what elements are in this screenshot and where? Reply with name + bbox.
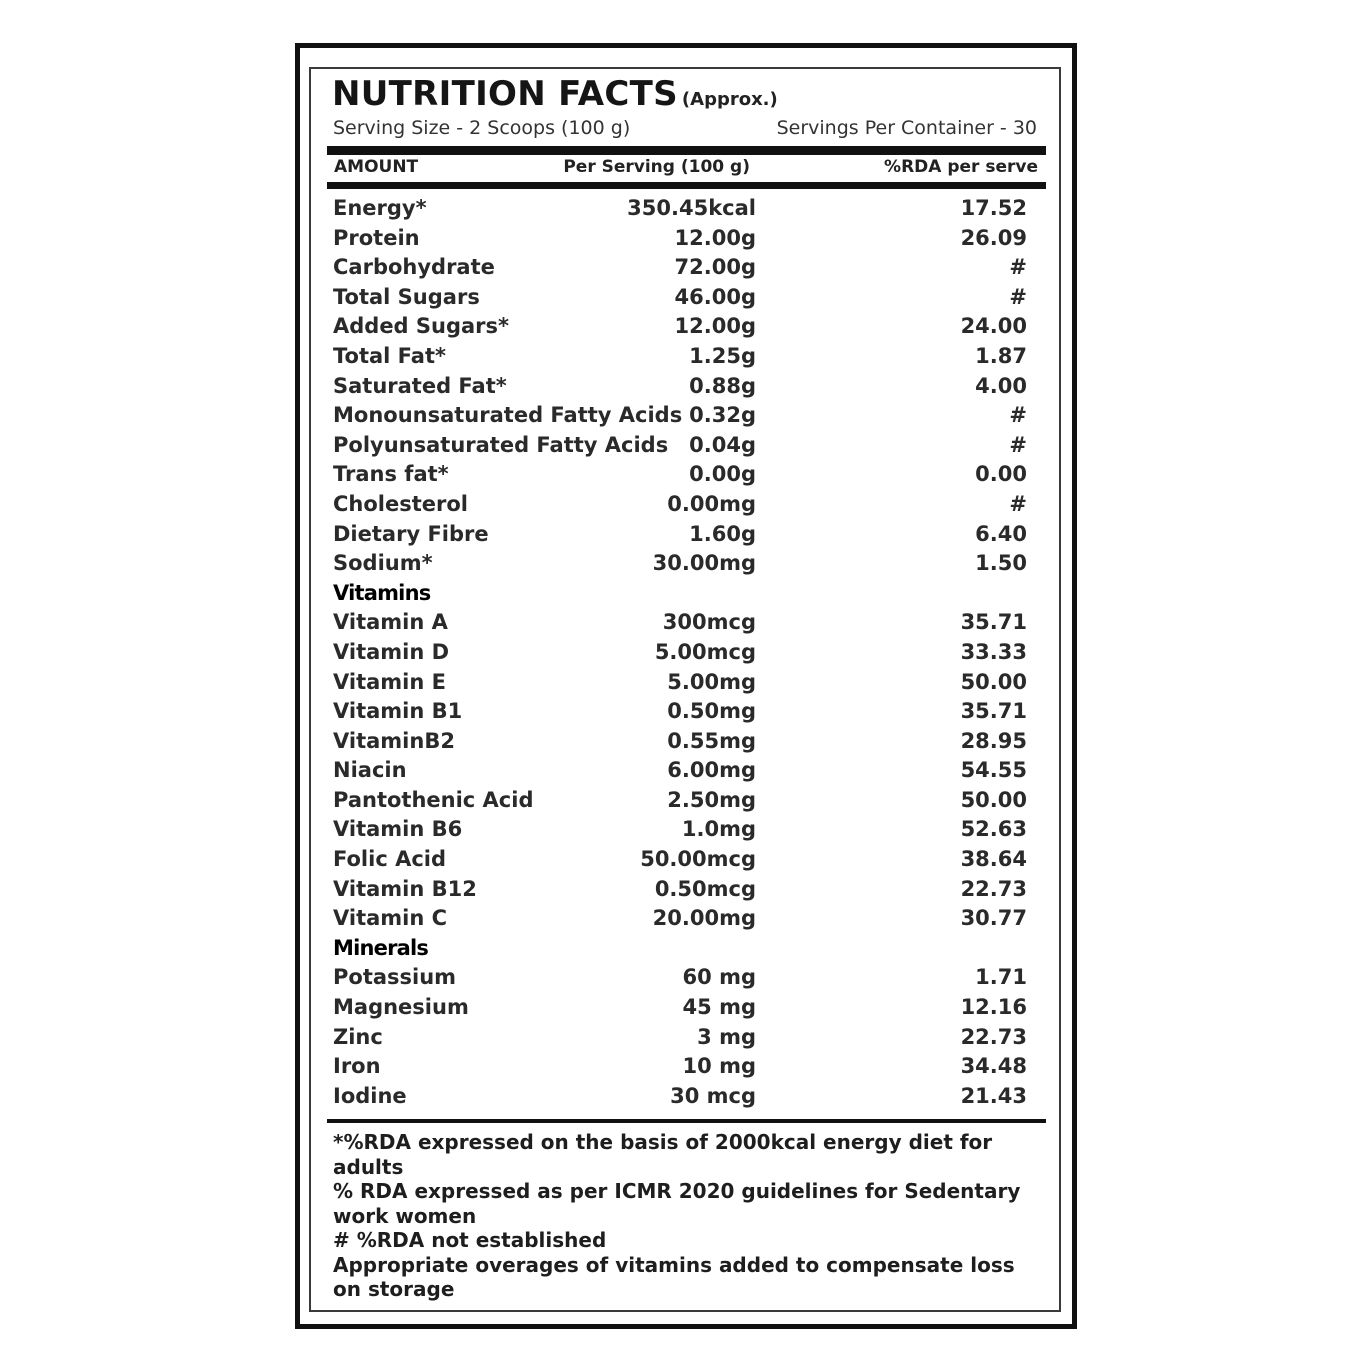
nutrient-amount: 12.00g — [674, 314, 756, 339]
nutrient-rda: 24.00 — [960, 314, 1027, 339]
nutrient-rda: # — [1009, 491, 1027, 516]
nutrient-name: Vitamin B6 — [333, 817, 463, 842]
divider-top — [327, 146, 1046, 155]
nutrient-name: Cholesterol — [333, 491, 468, 516]
nutrient-rda: 1.87 — [975, 343, 1027, 368]
nutrient-name: Polyunsaturated Fatty Acids — [333, 432, 669, 457]
nutrient-name: Protein — [333, 225, 420, 250]
nutrient-name: Trans fat* — [333, 462, 449, 487]
nutrient-amount: 10 mg — [682, 1054, 756, 1079]
nutrient-amount: 30.00mg — [652, 551, 756, 576]
nutrient-amount: 30 mcg — [670, 1083, 756, 1108]
nutrient-amount: 1.0mg — [681, 817, 756, 842]
nutrient-row — [333, 610, 1027, 640]
nutrient-rda: 28.95 — [960, 728, 1027, 753]
nutrient-amount: 0.88g — [689, 373, 756, 398]
footnotes — [333, 1130, 1033, 1302]
nutrient-rda: 50.00 — [960, 669, 1027, 694]
nutrient-rda: 38.64 — [960, 847, 1027, 872]
nutrient-rda: # — [1009, 432, 1027, 457]
nutrient-amount: 1.60g — [689, 521, 756, 546]
nutrient-row — [333, 551, 1027, 581]
nutrient-row — [333, 729, 1027, 759]
nutrient-rda: 34.48 — [960, 1054, 1027, 1079]
nutrient-name: Total Sugars — [333, 284, 480, 309]
nutrient-table — [333, 196, 1027, 1113]
nutrient-row — [333, 196, 1027, 226]
nutrient-rda: 6.40 — [975, 521, 1027, 546]
nutrient-rda: 22.73 — [960, 1024, 1027, 1049]
nutrient-amount: 5.00mcg — [654, 639, 756, 664]
nutrient-row — [333, 847, 1027, 877]
footnote-not-established: # %RDA not established — [333, 1228, 607, 1252]
nutrient-rda: # — [1009, 403, 1027, 428]
nutrient-name: Vitamin C — [333, 906, 448, 931]
nutrient-row — [333, 433, 1027, 463]
nutrient-name: Energy* — [333, 196, 427, 220]
footnote-icmr: % RDA expressed as per ICMR 2020 guidelines for Sedentary work women — [333, 1179, 1021, 1228]
nutrient-row — [333, 995, 1027, 1025]
nutrient-amount: 6.00mg — [667, 758, 756, 783]
nutrient-row — [333, 226, 1027, 256]
nutrient-amount: 0.04g — [689, 432, 756, 457]
nutrient-name: Zinc — [333, 1024, 383, 1049]
nutrient-row — [333, 374, 1027, 404]
column-header-rda: %RDA per serve — [884, 157, 1038, 177]
nutrient-amount: 0.32g — [689, 403, 756, 428]
divider-header — [327, 182, 1046, 189]
nutrient-amount: 0.50mcg — [654, 876, 756, 901]
nutrient-row — [333, 1025, 1027, 1055]
nutrient-rda: 0.00 — [975, 462, 1027, 487]
nutrient-amount: 50.00mcg — [640, 847, 756, 872]
nutrient-row — [333, 462, 1027, 492]
nutrient-rda: 1.50 — [975, 551, 1027, 576]
nutrient-name: Saturated Fat* — [333, 373, 507, 398]
nutrient-amount: 3 mg — [697, 1024, 756, 1049]
nutrient-row — [333, 314, 1027, 344]
nutrient-row — [333, 1084, 1027, 1114]
nutrient-amount: 20.00mg — [652, 906, 756, 931]
nutrient-row — [333, 788, 1027, 818]
nutrient-name: Monounsaturated Fatty Acids — [333, 403, 683, 428]
nutrient-name: Potassium — [333, 965, 457, 990]
nutrient-row — [333, 670, 1027, 700]
nutrient-amount: 45 mg — [682, 995, 756, 1020]
nutrient-row — [333, 522, 1027, 552]
nutrient-rda: 30.77 — [960, 906, 1027, 931]
nutrient-rda: 26.09 — [960, 225, 1027, 250]
nutrient-rda: # — [1009, 284, 1027, 309]
nutrient-amount: 2.50mg — [667, 787, 756, 812]
nutrient-amount: 350.45kcal — [627, 196, 756, 220]
nutrient-row — [333, 285, 1027, 315]
nutrient-rda: 1.71 — [975, 965, 1027, 990]
nutrient-name: VitaminB2 — [333, 728, 455, 753]
nutrient-name: Carbohydrate — [333, 255, 495, 280]
nutrient-row — [333, 492, 1027, 522]
nutrient-name: Niacin — [333, 758, 407, 783]
nutrient-row — [333, 344, 1027, 374]
vitamin-group — [333, 610, 1027, 936]
nutrient-amount: 72.00g — [674, 255, 756, 280]
nutrient-amount: 0.00g — [689, 462, 756, 487]
footnote-overages: Appropriate overages of vitamins added to compensate loss on storage — [333, 1252, 1015, 1301]
nutrient-row — [333, 758, 1027, 788]
nutrition-title — [332, 74, 778, 114]
nutrient-row — [333, 906, 1027, 936]
nutrient-row — [333, 699, 1027, 729]
nutrient-rda: 35.71 — [960, 610, 1027, 635]
nutrient-rda: # — [1009, 255, 1027, 280]
nutrient-group — [333, 196, 1027, 581]
nutrient-amount: 46.00g — [674, 284, 756, 309]
nutrient-amount: 300mcg — [662, 610, 756, 635]
nutrient-amount: 0.00mg — [667, 491, 756, 516]
nutrient-name: Total Fat* — [333, 343, 446, 368]
nutrient-rda: 12.16 — [960, 995, 1027, 1020]
servings-per-container: Servings Per Container - 30 — [776, 117, 1037, 139]
nutrient-amount: 1.25g — [689, 343, 756, 368]
serving-size: Serving Size - 2 Scoops (100 g) — [333, 117, 631, 139]
minerals-heading: Minerals — [333, 935, 429, 960]
nutrient-rda: 21.43 — [960, 1083, 1027, 1108]
nutrient-name: Folic Acid — [333, 847, 447, 872]
nutrient-rda: 17.52 — [960, 196, 1027, 220]
nutrient-name: Sodium* — [333, 551, 433, 576]
mineral-group — [333, 965, 1027, 1113]
title-main: NUTRITION FACTS — [332, 74, 678, 114]
nutrient-row — [333, 640, 1027, 670]
column-header-per-serving: Per Serving (100 g) — [563, 157, 750, 177]
divider-footer — [327, 1119, 1046, 1123]
nutrient-row — [333, 965, 1027, 995]
column-header-amount: AMOUNT — [334, 157, 419, 177]
nutrient-rda: 52.63 — [960, 817, 1027, 842]
nutrient-name: Vitamin E — [333, 669, 446, 694]
nutrient-row — [333, 1054, 1027, 1084]
nutrient-amount: 60 mg — [682, 965, 756, 990]
nutrient-name: Vitamin B1 — [333, 699, 463, 724]
nutrient-rda: 4.00 — [975, 373, 1027, 398]
nutrient-name: Iodine — [333, 1083, 407, 1108]
nutrient-row — [333, 817, 1027, 847]
nutrient-name: Magnesium — [333, 995, 469, 1020]
nutrient-name: Vitamin B12 — [333, 876, 477, 901]
vitamins-heading: Vitamins — [333, 580, 431, 605]
nutrient-amount: 0.55mg — [667, 728, 756, 753]
nutrient-amount: 5.00mg — [667, 669, 756, 694]
nutrient-row — [333, 403, 1027, 433]
nutrient-amount: 0.50mg — [667, 699, 756, 724]
nutrient-name: Vitamin D — [333, 639, 450, 664]
nutrient-rda: 22.73 — [960, 876, 1027, 901]
title-note: (Approx.) — [681, 89, 778, 110]
nutrient-name: Added Sugars* — [333, 314, 510, 339]
nutrient-row — [333, 877, 1027, 907]
nutrient-rda: 54.55 — [960, 758, 1027, 783]
nutrient-rda: 33.33 — [960, 639, 1027, 664]
nutrient-name: Vitamin A — [333, 610, 448, 635]
nutrient-name: Pantothenic Acid — [333, 787, 534, 812]
nutrient-row — [333, 255, 1027, 285]
nutrient-rda: 35.71 — [960, 699, 1027, 724]
nutrient-rda: 50.00 — [960, 787, 1027, 812]
nutrient-name: Dietary Fibre — [333, 521, 489, 546]
footnote-rda-basis: *%RDA expressed on the basis of 2000kcal energy diet for adults — [333, 1130, 993, 1179]
nutrient-amount: 12.00g — [674, 225, 756, 250]
nutrient-name: Iron — [333, 1054, 381, 1079]
